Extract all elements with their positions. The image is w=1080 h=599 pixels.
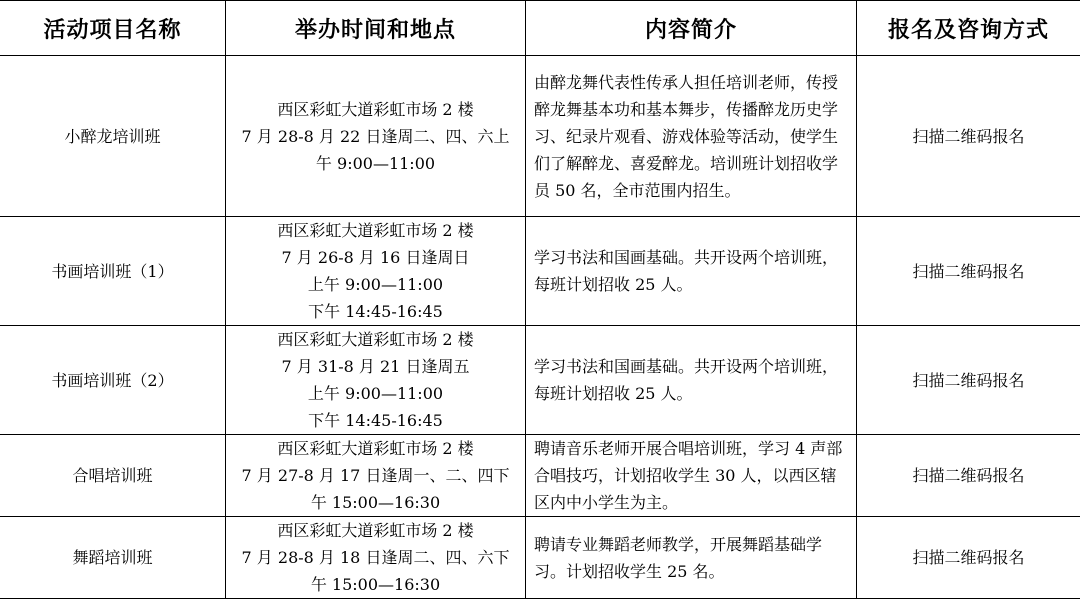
time-place-line: 7 月 28-8 月 18 日逢周二、四、六下 — [226, 544, 525, 571]
table-header-row — [0, 1, 1080, 56]
header-registration: 报名及咨询方式 — [857, 1, 1080, 56]
activity-name-cell: 合唱培训班 — [0, 435, 226, 517]
description-cell — [526, 56, 857, 217]
description-text: 聘请专业舞蹈老师教学，开展舞蹈基础学习。计划招收学生 25 名。 — [534, 531, 852, 585]
description-cell — [526, 435, 857, 517]
time-place-line: 7 月 28-8 月 22 日逢周二、四、六上 — [226, 123, 525, 150]
time-place-line: 西区彩虹大道彩虹市场 2 楼 — [226, 326, 525, 353]
time-place-line: 西区彩虹大道彩虹市场 2 楼 — [226, 96, 525, 123]
time-place-line: 西区彩虹大道彩虹市场 2 楼 — [226, 435, 525, 462]
table-row — [0, 435, 1080, 517]
activity-name-cell: 舞蹈培训班 — [0, 517, 226, 599]
time-place-line: 午 15:00—16:30 — [226, 571, 525, 598]
description-text: 学习书法和国画基础。共开设两个培训班，每班计划招收 25 人。 — [534, 244, 852, 298]
table-row — [0, 56, 1080, 217]
description-text: 由醉龙舞代表性传承人担任培训老师，传授醉龙舞基本功和基本舞步，传播醉龙历史学习、纪录片观看、游戏体验等活动，使学生们了解醉龙、喜爱醉龙。培训班计划招收学员 50 名，全市范围内招生。 — [534, 69, 852, 204]
description-cell — [526, 326, 857, 435]
time-place-line: 7 月 31-8 月 21 日逢周五 — [226, 353, 525, 380]
header-description: 内容简介 — [526, 1, 857, 56]
description-cell — [526, 517, 857, 599]
time-place-line: 西区彩虹大道彩虹市场 2 楼 — [226, 217, 525, 244]
description-text: 学习书法和国画基础。共开设两个培训班，每班计划招收 25 人。 — [534, 353, 852, 407]
description-text: 聘请音乐老师开展合唱培训班，学习 4 声部合唱技巧，计划招收学生 30 人，以西区辖区内中小学生为主。 — [534, 435, 852, 516]
registration-cell: 扫描二维码报名 — [857, 517, 1080, 599]
time-place-line: 西区彩虹大道彩虹市场 2 楼 — [226, 517, 525, 544]
header-time-place: 举办时间和地点 — [226, 1, 526, 56]
time-place-line: 午 9:00—11:00 — [226, 150, 525, 177]
registration-cell: 扫描二维码报名 — [857, 326, 1080, 435]
registration-cell: 扫描二维码报名 — [857, 435, 1080, 517]
time-place-line: 7 月 26-8 月 16 日逢周日 — [226, 244, 525, 271]
registration-cell: 扫描二维码报名 — [857, 56, 1080, 217]
time-place-line: 下午 14:45-16:45 — [226, 407, 525, 434]
time-place-line: 下午 14:45-16:45 — [226, 298, 525, 325]
table-row — [0, 217, 1080, 326]
table-row — [0, 517, 1080, 599]
table-row — [0, 326, 1080, 435]
time-place-cell — [226, 56, 526, 217]
time-place-line: 上午 9:00—11:00 — [226, 271, 525, 298]
time-place-line: 7 月 27-8 月 17 日逢周一、二、四下 — [226, 462, 525, 489]
time-place-cell — [226, 517, 526, 599]
time-place-cell — [226, 435, 526, 517]
time-place-cell — [226, 326, 526, 435]
time-place-line: 上午 9:00—11:00 — [226, 380, 525, 407]
description-cell — [526, 217, 857, 326]
registration-cell: 扫描二维码报名 — [857, 217, 1080, 326]
activity-name-cell: 书画培训班（2） — [0, 326, 226, 435]
activity-name-cell: 小醉龙培训班 — [0, 56, 226, 217]
activity-name-cell: 书画培训班（1） — [0, 217, 226, 326]
header-activity-name: 活动项目名称 — [0, 1, 226, 56]
time-place-cell — [226, 217, 526, 326]
time-place-line: 午 15:00—16:30 — [226, 489, 525, 516]
